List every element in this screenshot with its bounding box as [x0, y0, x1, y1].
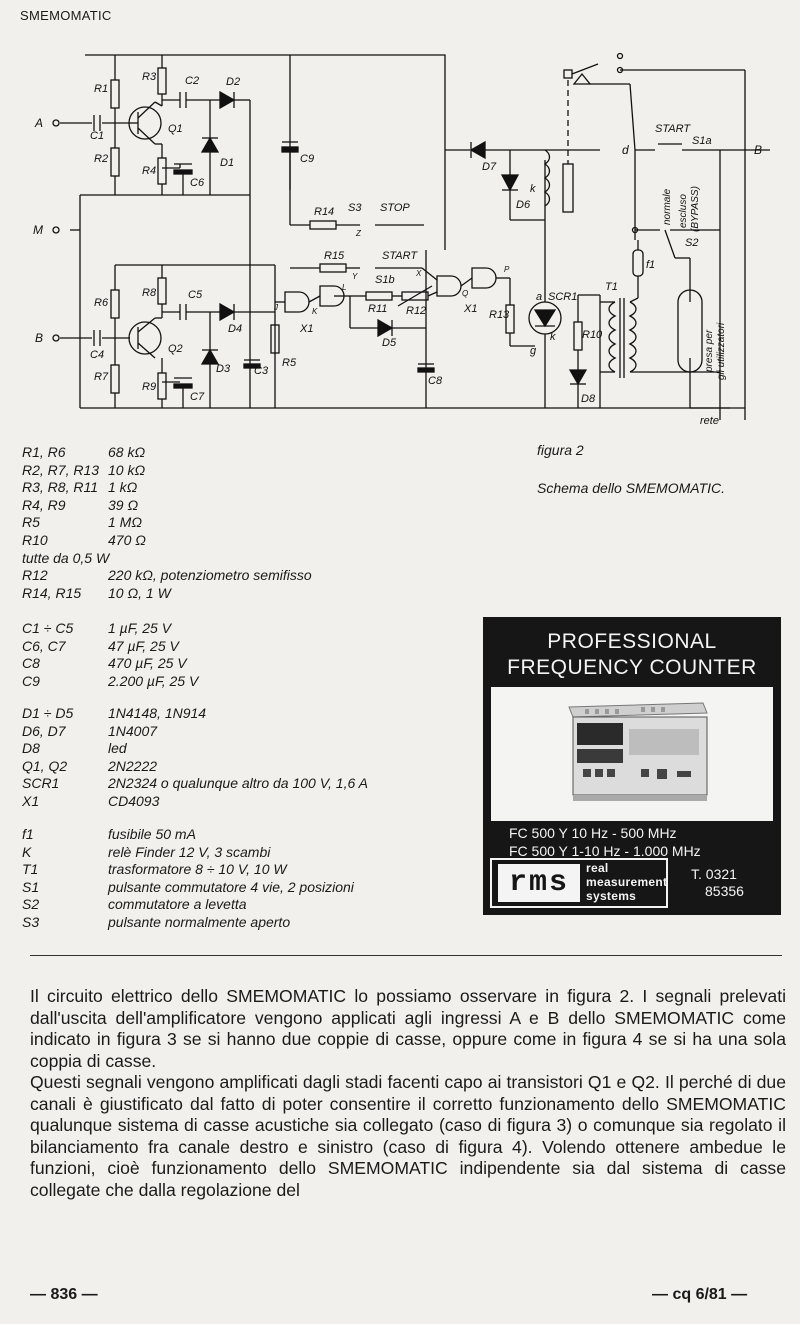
label-r10: R10	[582, 329, 603, 341]
list-item: R3, R8, R11 1 kΩ	[22, 479, 138, 496]
label-c6: C6	[190, 177, 205, 189]
label-f1: f1	[646, 259, 656, 271]
label-c1: C1	[90, 130, 105, 142]
label-q: Q	[462, 289, 469, 298]
label-r13: R13	[489, 309, 510, 321]
list-item: f1 fusibile 50 mA	[22, 826, 196, 842]
label-r7: R7	[94, 371, 109, 383]
list-item: S1 pulsante commutatore 4 vie, 2 posizioni	[22, 878, 354, 895]
list-item: R1, R6 68 kΩ	[22, 444, 146, 460]
list-item: C9 2.200 µF, 25 V	[22, 672, 199, 689]
ad-phone: T. 0321 85356	[691, 866, 744, 899]
list-item: R12 220 kΩ, potenziometro semifisso	[22, 567, 312, 584]
label-utilizzatori: gli utilizzatori	[716, 322, 727, 380]
terminal-m: M	[33, 223, 43, 237]
label-c4: C4	[90, 349, 105, 361]
list-item: S3 pulsante normalmente aperto	[22, 913, 291, 930]
label-c5: C5	[188, 289, 203, 301]
label-s3: S3	[348, 202, 362, 214]
label-d6: D6	[516, 199, 531, 211]
label-r14: R14	[314, 206, 335, 218]
list-item: S2 commutatore a levetta	[22, 896, 247, 913]
label-r9: R9	[142, 381, 157, 393]
label-escluso: escluso	[678, 194, 689, 228]
label-stop: STOP	[380, 202, 410, 214]
label-d3: D3	[216, 363, 231, 375]
list-item: R4, R9 39 Ω	[22, 496, 139, 513]
label-scr: SCR1	[548, 291, 578, 303]
capacitor-list	[22, 620, 462, 690]
label-d4: D4	[228, 323, 243, 335]
list-item: X1 CD4093	[22, 792, 160, 809]
label-presa: presa per	[704, 329, 715, 372]
label-start-a: START	[655, 123, 691, 135]
label-x1a: X1	[300, 323, 314, 335]
label-x1b: X1	[464, 303, 478, 315]
label-a: a	[536, 291, 543, 303]
label-r3: R3	[142, 71, 157, 83]
label-r4: R4	[142, 165, 157, 177]
figure-caption: Schema dello SMEMOMATIC.	[537, 480, 726, 496]
section-divider	[30, 955, 782, 956]
label-c8: C8	[428, 375, 443, 387]
issue-number: — cq 6/81 —	[652, 1286, 748, 1303]
resistor-list	[22, 444, 462, 602]
label-kk: k	[550, 331, 556, 343]
frequency-counter-ad	[483, 617, 781, 915]
label-c7: C7	[190, 391, 205, 403]
label-t1: T1	[605, 281, 618, 293]
terminal-a: A	[35, 116, 44, 130]
label-z: Z	[356, 229, 361, 238]
label-r8: R8	[142, 287, 157, 299]
list-item: D8 led	[22, 740, 127, 757]
rms-logo	[490, 858, 668, 908]
label-s1a: S1a	[692, 135, 712, 147]
paragraph: Questi segnali vengono amplificati dagli stadi facenti capo ai transistori Q1 e Q2. Il perché di due canali è giustificato dal fatto di poter consentire il corretto funzionamento dello SMEMOMATIC qualunque sistema di casse acustiche sia collegato (caso di figura 3) o comunque sia regolato il bilanciamento fra canale destro e sinistro (caso di figura 4). Volendo ottenere ambedue le funzioni, cioè funzionamento dello SMEMOMATIC indipendente sia dal sistema di casse collegate che dalla regolazione del	[30, 1072, 786, 1200]
label-r6: R6	[94, 297, 109, 309]
list-item: SCR1 2N2324 o qualunque altro da 100 V, 1,6 A	[22, 775, 368, 792]
label-x: X	[416, 269, 422, 278]
list-item: C1 ÷ C5 1 µF, 25 V	[22, 620, 172, 636]
list-item: Q1, Q2 2N2222	[22, 757, 158, 774]
label-s2: S2	[685, 237, 699, 249]
article-body	[30, 986, 786, 1201]
list-item: T1 trasformatore 8 ÷ 10 V, 10 W	[22, 861, 287, 878]
list-item: C6, C7 47 µF, 25 V	[22, 637, 179, 654]
semiconductor-list	[22, 705, 462, 811]
list-item: R2, R7, R13 10 kΩ	[22, 461, 146, 478]
label-r1: R1	[94, 83, 109, 95]
resistor-note: tutte da 0,5 W	[22, 549, 110, 566]
terminal-d: d	[622, 143, 629, 157]
label-d2: D2	[226, 76, 241, 88]
ad-title: PROFESSIONAL FREQUENCY COUNTER	[507, 630, 757, 679]
frequency-counter-photo	[491, 687, 773, 821]
label-d8: D8	[581, 393, 596, 405]
label-r5: R5	[282, 357, 297, 369]
label-d7: D7	[482, 161, 497, 173]
label-c2: C2	[185, 75, 200, 87]
label-y: Y	[352, 272, 358, 281]
label-bypass: (BYPASS)	[690, 186, 701, 232]
logo-text: real measurement systems	[586, 861, 668, 903]
label-c9: C9	[300, 153, 315, 165]
circuit-schematic	[30, 40, 770, 430]
label-d5: D5	[382, 337, 397, 349]
list-item: R10 470 Ω	[22, 531, 146, 548]
label-k: k	[530, 183, 536, 195]
device-image	[491, 687, 773, 821]
terminal-b: B	[35, 331, 44, 345]
paragraph: Il circuito elettrico dello SMEMOMATIC lo possiamo osservare in figura 2. I segnali prelevati dall'uscita dell'amplificatore vengono applicati agli ingressi A e B dello SMEMOMATIC come indicato in figura 3 se si hanno due coppie di casse, oppure come in figura 4 se si ha una sola coppia di casse.	[30, 986, 786, 1071]
label-g: g	[530, 345, 537, 357]
label-r11: R11	[368, 303, 388, 315]
ad-specs: FC 500 Y 10 Hz - 500 MHz FC 500 Y 1-10 Hz - 1.000 MHz	[509, 825, 701, 859]
list-item: D6, D7 1N4007	[22, 722, 158, 739]
label-j: J	[274, 303, 278, 312]
label-s1b: S1b	[375, 274, 395, 286]
terminal-rete: rete	[700, 415, 719, 427]
label-r12: R12	[406, 305, 427, 317]
terminal-b-out: B	[754, 143, 763, 157]
label-r2: R2	[94, 153, 109, 165]
label-c3: C3	[254, 365, 269, 377]
other-components-list	[22, 826, 462, 932]
logo-mark: rms	[498, 864, 580, 902]
label-kg: K	[312, 307, 318, 316]
list-item: K relè Finder 12 V, 3 scambi	[22, 843, 271, 860]
label-l: L	[342, 283, 347, 292]
label-r15: R15	[324, 250, 345, 262]
list-item: R5 1 MΩ	[22, 514, 142, 531]
label-p: P	[504, 265, 510, 274]
list-item: C8 470 µF, 25 V	[22, 655, 187, 672]
label-normale: normale	[662, 188, 673, 225]
label-q1: Q1	[168, 123, 183, 135]
label-q2: Q2	[168, 343, 183, 355]
page-number: — 836 —	[30, 1286, 98, 1303]
figure-number: figura 2	[537, 442, 584, 458]
list-item: D1 ÷ D5 1N4148, 1N914	[22, 705, 207, 721]
list-item: R14, R15 10 Ω, 1 W	[22, 584, 171, 601]
label-start-b: START	[382, 250, 418, 262]
label-d1: D1	[220, 157, 235, 169]
running-title: SMEMOMATIC	[20, 8, 112, 23]
